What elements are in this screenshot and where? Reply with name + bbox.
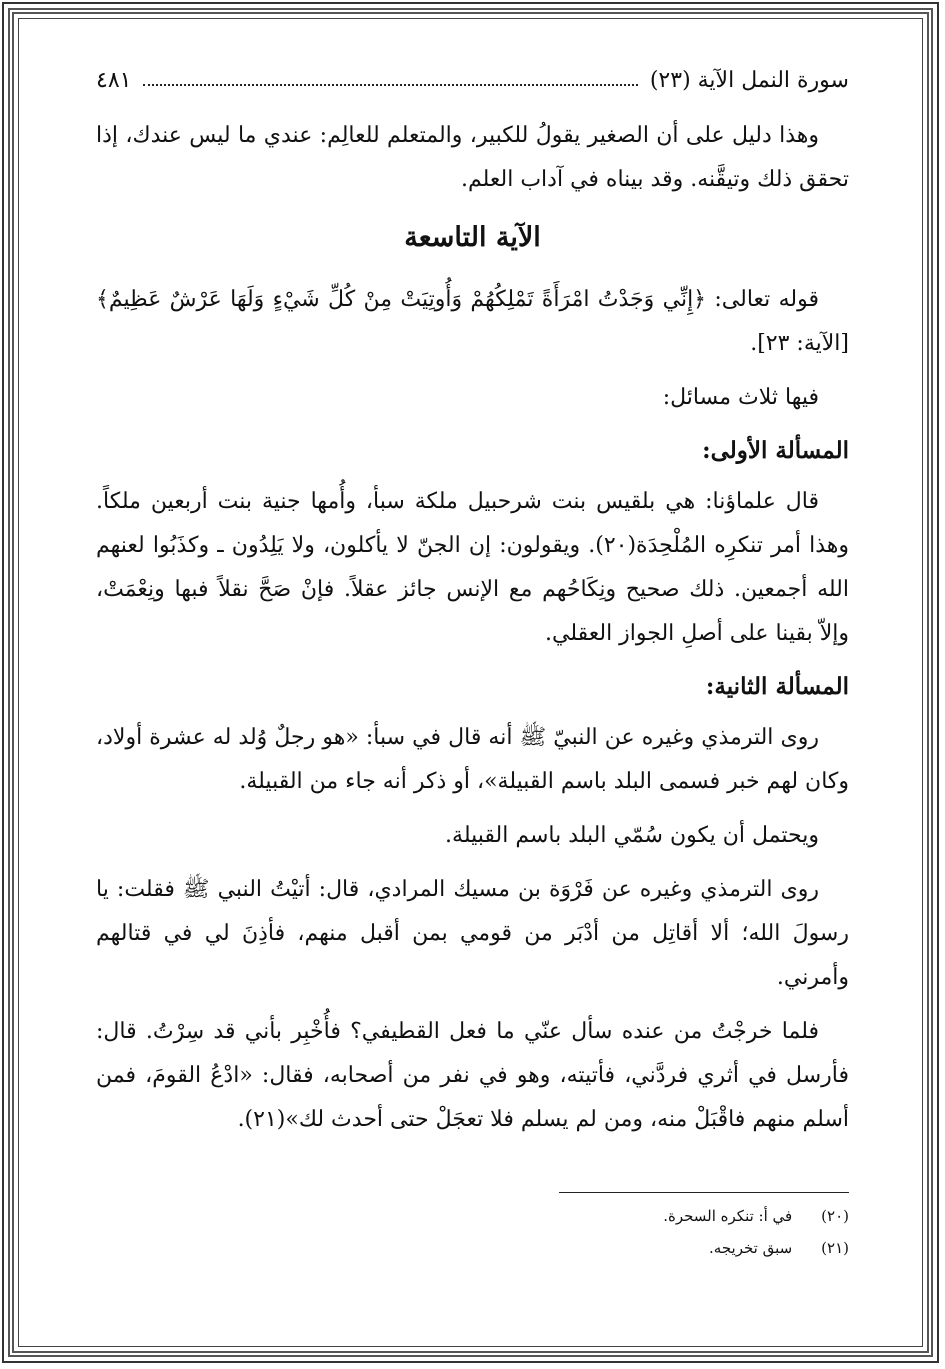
issue-one-heading: المسألة الأولى: [702,437,849,464]
page-body [96,60,849,1152]
issue-two-paragraph-3: روى الترمذي وغيره عن فَرْوَة بن مسيك المرادي، قال: أتيْتُ النبي ﷺ فقلت: يا رسولَ الله؛ ألا أقاتِل من أدْبَر من قومي بمن أقبل منهم، فأذِنَ لي في قتالهم وأمرني. [96,877,849,990]
header-leader-dots [143,74,637,86]
footnote-number: (٢١) [821,1239,849,1257]
section-heading: الآية التاسعة [404,222,541,253]
footnote-text: في أ: تنكره السحرة. [663,1207,793,1225]
footnote-item [96,1237,849,1259]
intro-paragraph: وهذا دليل على أن الصغير يقولُ للكبير، والمتعلم للعالِم: عندي ما ليس عندك، إذا تحقق ذلك وتيقَّنه. وقد بيناه في آداب العلم. [96,123,849,192]
running-header [96,60,849,100]
footnote-rule [559,1192,849,1193]
header-title: سورة النمل الآية (٢٣) [649,67,849,93]
footnotes [96,1192,849,1269]
verse-paragraph: قوله تعالى: ﴿إِنِّي وَجَدْتُ امْرَأَةً تَمْلِكُهُمْ وَأُوتِيَتْ مِنْ كُلِّ شَيْءٍ وَلَهَا عَرْشٌ عَظِيمٌ﴾ [الآية: ٢٣]. [96,287,849,356]
page-number: ٤٨١ [96,67,132,93]
issues-count-line: فيها ثلاث مسائل: [662,385,819,410]
footnote-number: (٢٠) [821,1207,849,1225]
footnote-text: سبق تخريجه. [709,1239,793,1257]
footnote-item [96,1205,849,1227]
issue-one-paragraph: قال علماؤنا: هي بلقيس بنت شرحبيل ملكة سبأ، وأُمها جنية بنت أربعين ملكاً. وهذا أمر تنكرِه المُلْحِدَة(٢٠). ويقولون: إن الجنّ لا يأكلون، ولا يَلِدُون ـ وكذَبُوا لعنهم الله أجمعين. ذلك صحيح ونِكَاحُهم مع الإنس جائز عقلاً. فإنْ صَحَّ نقلاً فبها ونِعْمَتْ، وإلاّ بقينا على أصلِ الجواز العقلي. [96,489,849,646]
issue-two-paragraph-2: ويحتمل أن يكون سُمّي البلد باسم القبيلة. [445,823,819,848]
issue-two-paragraph-1: روى الترمذي وغيره عن النبيّ ﷺ أنه قال في سبأ: «هو رجلٌ وُلد له عشرة أولاد، وكان لهم خبر فسمى البلد باسم القبيلة»، أو ذكر أنه جاء من القبيلة. [96,725,849,794]
issue-two-heading: المسألة الثانية: [705,673,849,700]
issue-two-paragraph-4: فلما خرجْتُ من عنده سأل عنّي ما فعل القطيفي؟ فأُخْبِر بأني قد سِرْتُ. قال: فأرسل في أثري فردَّني، فأتيته، وهو في نفر من أصحابه، فقال: «ادْعُ القومَ، فمن أسلم منهم فاقْبَلْ منه، ومن لم يسلم فلا تعجَلْ حتى أحدث لك»(٢١). [96,1019,849,1132]
